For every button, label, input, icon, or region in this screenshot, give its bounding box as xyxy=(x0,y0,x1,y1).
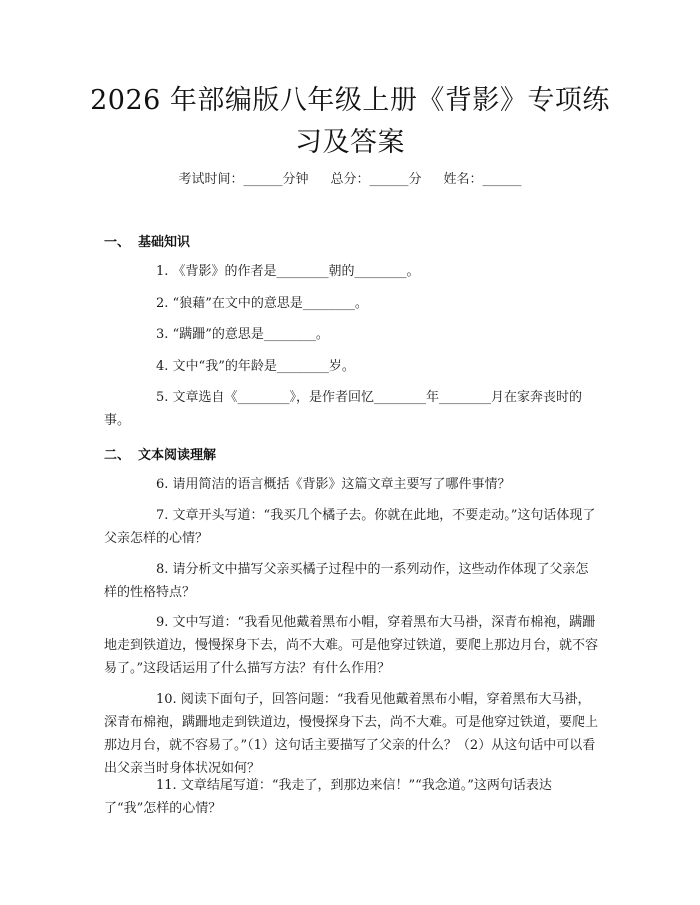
question-item xyxy=(104,355,598,378)
question-text: 文中“我”的年龄是________岁。 xyxy=(172,359,355,374)
section-number: 一、 xyxy=(104,235,131,250)
question-text: 文章选自《________》，是作者回忆________年________月在家奔丧时的事。 xyxy=(104,390,583,428)
exam-time-label: 考试时间：______分钟 xyxy=(178,172,309,187)
section-number: 二、 xyxy=(104,448,131,463)
question-item xyxy=(104,386,598,432)
question-number: 10. xyxy=(156,692,177,707)
question-number: 11. xyxy=(156,778,177,793)
question-item xyxy=(104,688,598,780)
question-item xyxy=(104,558,598,604)
question-item xyxy=(104,473,598,496)
question-text: 请用简洁的语言概括《背影》这篇文章主要写了哪件事情？ xyxy=(172,477,511,492)
question-item xyxy=(104,611,598,680)
section-title: 基础知识 xyxy=(138,235,191,250)
question-item xyxy=(104,260,598,283)
question-number: 8. xyxy=(156,562,169,577)
question-text: 请分析文中描写父亲买橘子过程中的一系列动作，这些动作体现了父亲怎样的性格特点？ xyxy=(104,562,589,600)
question-text: “蹒跚”的意思是________。 xyxy=(172,327,329,342)
document-title: 2026 年部编版八年级上册《背影》专项练习及答案 xyxy=(90,85,610,158)
question-text: 文章结尾写道：“我走了，到那边来信！”“我念道。”这两句话表达了“我”怎样的心情？ xyxy=(104,778,552,816)
question-text: 阅读下面句子，回答问题：“我看见他戴着黑布小帽，穿着黑布大马褂，深青布棉袍，蹒跚地走到铁道边，慢慢探身下去，尚不大难。可是他穿过铁道，要爬上那边月台，就不容易了。”（1）这句话主要描写了父亲的什么？（2）从这句话中可以看出父亲当时身体状况如何？ xyxy=(104,692,599,776)
section-title: 文本阅读理解 xyxy=(138,448,217,463)
total-score-label: 总分：______分 xyxy=(330,172,422,187)
question-item xyxy=(104,774,598,820)
question-number: 2. xyxy=(156,296,169,311)
question-text: 文章开头写道：“我买几个橘子去。你就在此地，不要走动。”这句话体现了父亲怎样的心情？ xyxy=(104,508,596,546)
question-number: 1. xyxy=(156,264,169,279)
question-text: “狼藉”在文中的意思是________。 xyxy=(172,296,368,311)
question-item xyxy=(104,292,598,315)
question-number: 7. xyxy=(156,508,169,523)
section-heading-basic xyxy=(104,231,190,250)
question-number: 9. xyxy=(156,615,169,630)
section-heading-reading xyxy=(104,444,216,463)
question-text: 《背影》的作者是________朝的________。 xyxy=(172,264,420,279)
exam-meta xyxy=(0,168,700,187)
question-number: 6. xyxy=(156,477,169,492)
question-item xyxy=(104,504,598,550)
question-number: 3. xyxy=(156,327,169,342)
student-name-label: 姓名：______ xyxy=(443,172,522,187)
question-text: 文中写道：“我看见他戴着黑布小帽，穿着黑布大马褂，深青布棉袍，蹒跚地走到铁道边，慢慢探身下去，尚不大难。可是他穿过铁道，要爬上那边月台，就不容易了。”这段话运用了什么描写方法？有什么作用？ xyxy=(104,615,599,676)
question-number: 5. xyxy=(156,390,169,405)
question-number: 4. xyxy=(156,359,169,374)
question-item xyxy=(104,323,598,346)
